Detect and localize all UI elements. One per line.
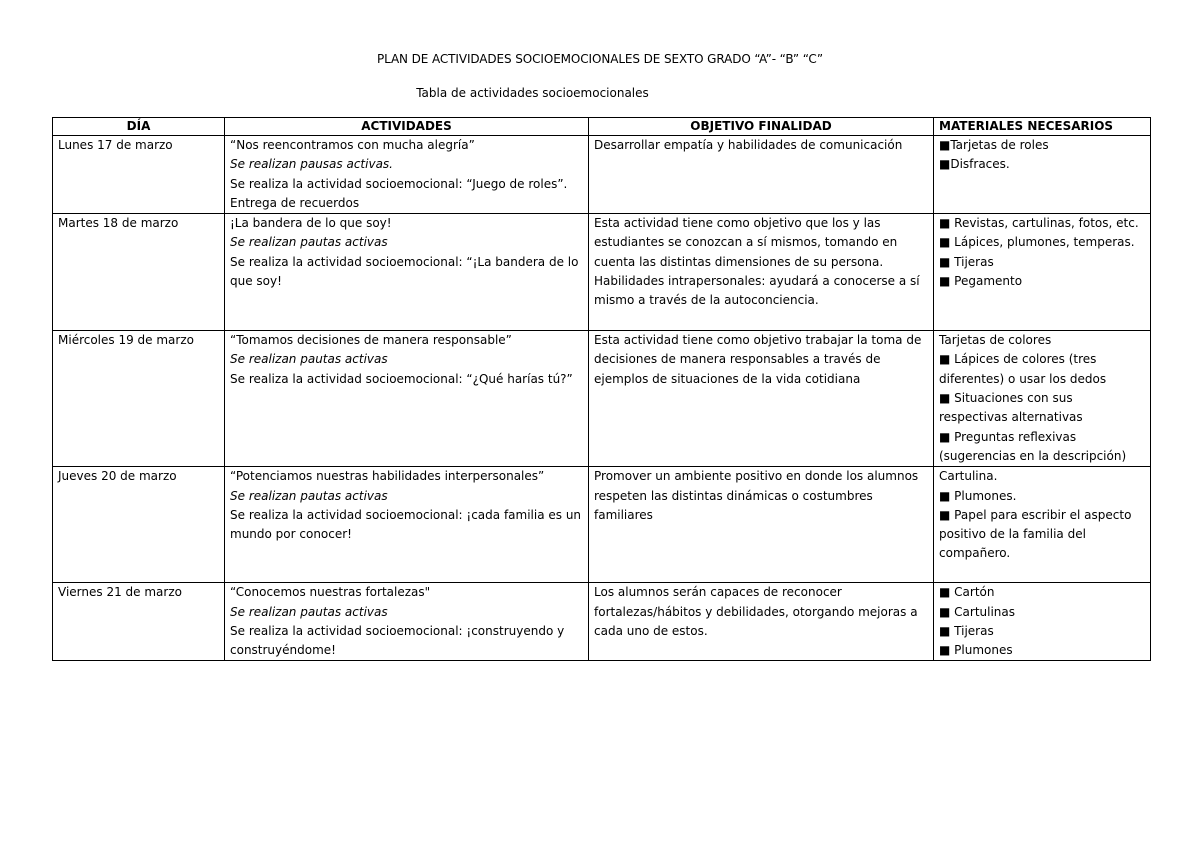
activity-line: Se realiza la actividad socioemocional: “¡La bandera de lo que soy! [230,254,579,289]
table-row [53,583,1151,661]
day-cell: Lunes 17 de marzo [53,136,225,214]
activity-line: Se realiza la actividad socioemocional: “¿Qué harías tú?” [230,371,573,386]
table-header-row [53,118,1151,136]
material-item: Cartulina. [939,469,998,484]
material-item: ■ Lápices de colores (tres diferentes) o usar los dedos [939,352,1107,386]
objective-cell: Promover un ambiente positivo en donde los alumnos respeten las distintas dinámicas o costumbres familiares [589,467,934,583]
header-day: DÍA [53,118,225,136]
activity-line: Se realiza la actividad socioemocional: ¡cada familia es un mundo por conocer! [230,507,582,542]
objective-cell: Los alumnos serán capaces de reconocer fortalezas/hábitos y debilidades, otorgando mejoras a cada uno de estos. [589,583,934,661]
activity-title: “Potenciamos nuestras habilidades interpersonales” [230,469,545,484]
activity-line: Se realiza la actividad socioemocional: ¡construyendo y construyéndome! [230,623,565,658]
material-item: Tarjetas de colores [939,333,1052,348]
header-activities: ACTIVIDADES [225,118,589,136]
header-materials: MATERIALES NECESARIOS [934,118,1151,136]
material-item: ■ Lápices, plumones, temperas. [939,235,1135,250]
activity-title: “Tomamos decisiones de manera responsable” [230,333,512,348]
objective-cell: Esta actividad tiene como objetivo que los y las estudiantes se conozcan a sí mismos, tomando en cuenta las distintas dimensiones de su persona. Habilidades intrapersonales: ayudará a conocerse a sí mismo a través de la autoconciencia. [589,214,934,331]
activities-cell [225,467,589,583]
document-subtitle: Tabla de actividades socioemocionales [416,86,649,100]
materials-cell [934,467,1151,583]
table-row [53,214,1151,331]
activity-title: “Nos reencontramos con mucha alegría” [230,138,475,152]
header-objective: OBJETIVO FINALIDAD [589,118,934,136]
activities-cell [225,583,589,661]
table-row [53,136,1151,214]
activity-line: Se realizan pautas activas [230,352,388,367]
material-item: ■ Situaciones con sus respectivas alternativas [939,391,1083,425]
material-item: ■ Papel para escribir el aspecto positivo de la familia del compañero. [939,507,1132,561]
activity-title: ¡La bandera de lo que soy! [230,216,392,231]
material-item: ■Disfraces. [939,157,1010,172]
day-cell: Martes 18 de marzo [53,214,225,331]
objective-cell: Esta actividad tiene como objetivo trabajar la toma de decisiones de manera responsables a través de ejemplos de situaciones de la vida cotidiana [589,331,934,467]
activity-line: Se realizan pautas activas [230,488,388,503]
document-title: PLAN DE ACTIVIDADES SOCIOEMOCIONALES DE SEXTO GRADO “A”- “B” “C” [376,52,824,66]
material-item: ■ Plumones. [939,488,1017,503]
material-item: ■ Cartulinas [939,604,1016,619]
table-row [53,331,1151,467]
activities-table [52,117,1151,661]
activity-line: Se realizan pautas activas [230,235,388,250]
activity-line: Se realiza la actividad socioemocional: “Juego de roles”. [230,176,568,191]
material-item: ■Tarjetas de roles [939,138,1049,152]
materials-cell [934,214,1151,331]
activities-cell [225,331,589,467]
material-item: ■ Pegamento [939,274,1023,289]
material-item: ■ Revistas, cartulinas, fotos, etc. [939,216,1139,231]
day-cell: Jueves 20 de marzo [53,467,225,583]
activity-line: Se realizan pausas activas. [230,157,393,172]
objective-cell: Desarrollar empatía y habilidades de comunicación [589,136,934,214]
material-item: ■ Plumones [939,643,1013,658]
day-cell: Miércoles 19 de marzo [53,331,225,467]
material-item: ■ Preguntas reflexivas (sugerencias en la descripción) [939,429,1127,463]
day-cell: Viernes 21 de marzo [53,583,225,661]
materials-cell [934,136,1151,214]
activity-line: Entrega de recuerdos [230,195,360,210]
material-item: ■ Tijeras [939,254,994,269]
activities-cell [225,214,589,331]
activity-line: Se realizan pautas activas [230,604,388,619]
material-item: ■ Tijeras [939,623,994,638]
activities-cell [225,136,589,214]
materials-cell [934,583,1151,661]
material-item: ■ Cartón [939,585,995,600]
table-row [53,467,1151,583]
activity-title: “Conocemos nuestras fortalezas" [230,585,431,600]
materials-cell [934,331,1151,467]
